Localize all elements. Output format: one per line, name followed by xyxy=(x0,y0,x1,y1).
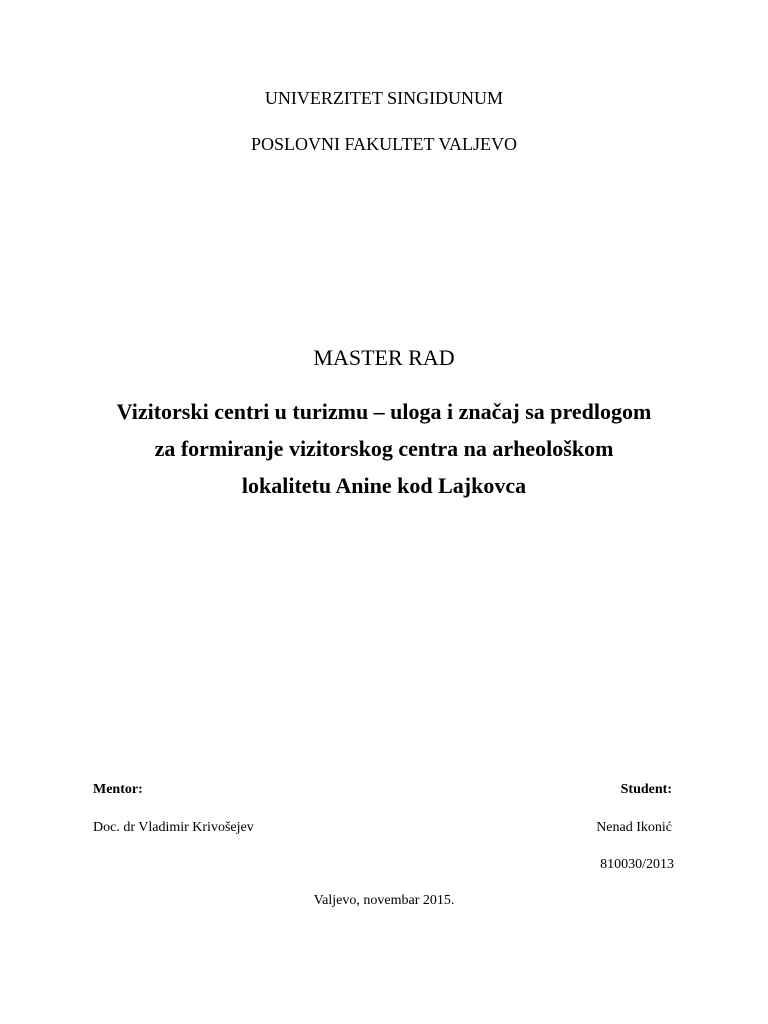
thesis-title-line-3: lokalitetu Anine kod Lajkovca xyxy=(241,473,527,498)
thesis-title-line-1: Vizitorski centri u turizmu – uloga i značaj sa predlogom xyxy=(116,399,652,424)
mentor-name: Doc. dr Vladimir Krivošejev xyxy=(93,820,254,835)
mentor-label: Mentor: xyxy=(93,782,143,797)
document-type: MASTER RAD xyxy=(313,345,455,370)
student-label: Student: xyxy=(620,782,672,797)
university-name: UNIVERZITET SINGIDUNUM xyxy=(264,88,504,108)
thesis-title xyxy=(0,393,768,504)
student-name: Nenad Ikonić xyxy=(596,820,672,835)
place-and-date: Valjevo, novembar 2015. xyxy=(313,893,455,908)
student-index-number: 810030/2013 xyxy=(600,857,674,872)
thesis-title-line-2: za formiranje vizitorskog centra na arheološkom xyxy=(154,436,614,461)
faculty-name: POSLOVNI FAKULTET VALJEVO xyxy=(250,134,518,154)
